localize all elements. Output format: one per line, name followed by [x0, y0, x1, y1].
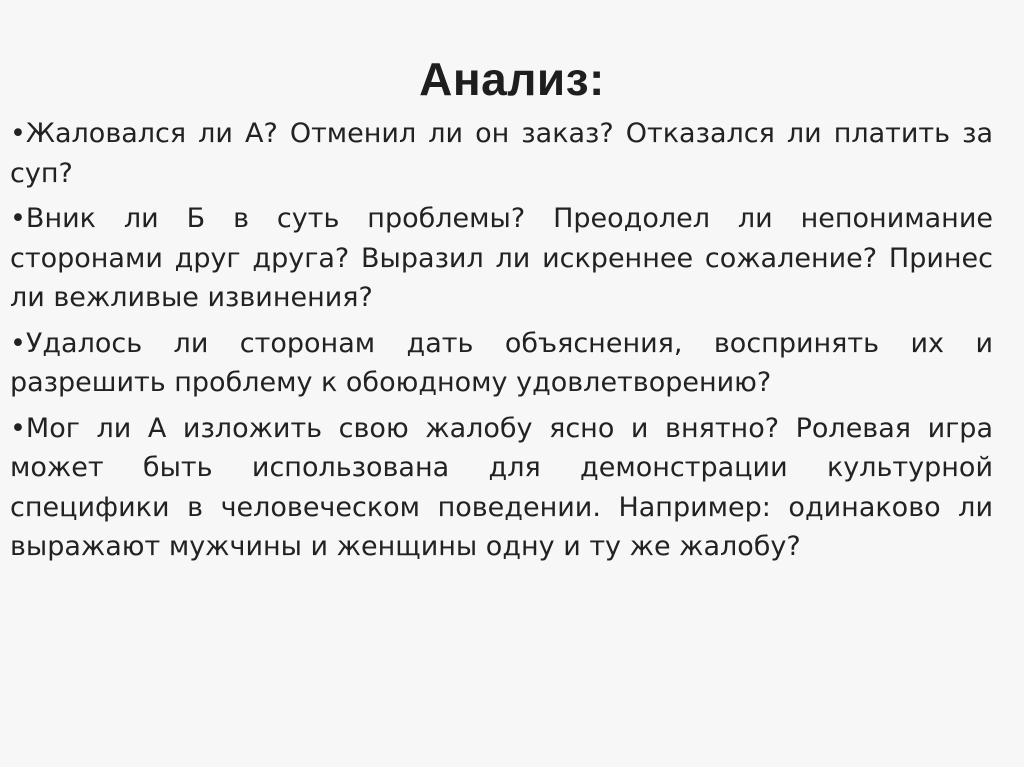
- slide-title: Анализ:: [419, 53, 605, 105]
- bullet-item-3: •Удалось ли сторонам дать объяснения, воспринять их и разрешить проблему к обоюдному удовлетворению?: [10, 327, 993, 398]
- bullet-list: [10, 114, 993, 573]
- bullet-item-1: •Жаловался ли А? Отменил ли он заказ? Отказался ли платить за суп?: [10, 118, 993, 189]
- bullet-item-2: •Вник ли Б в суть проблемы? Преодолел ли непонимание сторонами друг друга? Выразил ли искреннее сожаление? Принес ли вежливые извинения?: [10, 203, 993, 313]
- bullet-item-4: •Мог ли А изложить свою жалобу ясно и внятно? Ролевая игра может быть использована для демонстрации культурной специфики в человеческом поведении. Например: одинаково ли выражают мужчины и женщины одну и ту же жалобу?: [10, 412, 993, 562]
